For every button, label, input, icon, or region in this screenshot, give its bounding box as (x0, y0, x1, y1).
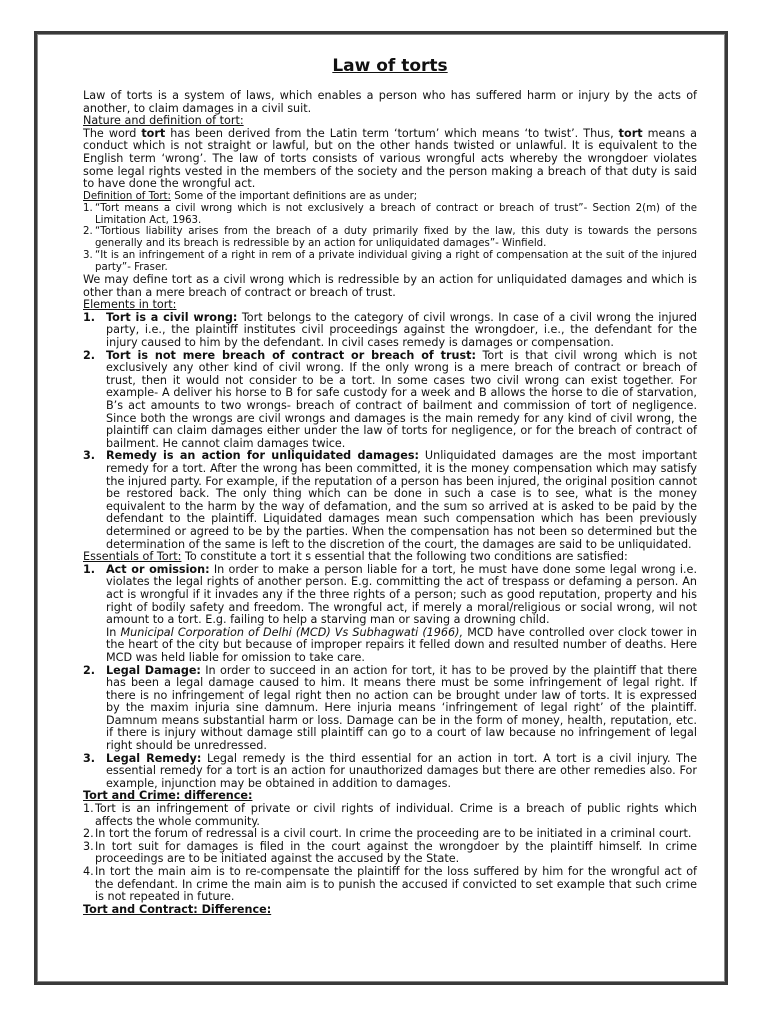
case-citation: Municipal Corporation of Delhi (MCD) Vs Subhagwati (1966), (120, 625, 464, 639)
tort-contract-heading: Tort and Contract: Difference: (83, 902, 272, 916)
definitions-list (83, 203, 697, 274)
list-item: 2. In tort the forum of redressal is a civil court. In crime the proceeding are to be initiated in a criminal court. (83, 827, 692, 841)
essentials-list (83, 564, 697, 791)
list-item: 2. Legal Damage: In order to succeed in an action for tort, it has to be proved by the plaintiff that there has been a legal damage caused to him. It means there must be some infringement of legal right. If there is no infringement of legal right then no action can be brought under law of torts. It is expressed by the maxim injuria sine damnum. Here injuria means ‘infringement of legal right’ of the plaintiff. Damnum means substantial harm or loss. Damage can be in the form of money, health, reputation, etc. if there is injury without damage still plaintiff can go to a court of law because no infringement of legal right should be unredressed. (83, 663, 697, 753)
tort-crime-list (83, 803, 697, 904)
document-body (83, 56, 697, 916)
list-item: 4. In tort the main aim is to re-compensate the plaintiff for the loss suffered by him for the wrongful act of the defendant. In crime the main aim is to punish the accused if convicted to set example that such crime is not repeated in future. (83, 865, 697, 904)
essentials-lead: Essentials of Tort: To constitute a tort it s essential that the following two conditions are satisfied: (83, 550, 628, 564)
list-item: 3. Legal Remedy: Legal remedy is the third essential for an action in tort. A tort is a civil injury. The essential remedy for a tort is an action for unauthorized damages but there are other remedies also. For example, injunction may be obtained in addition to damages. (83, 751, 697, 790)
definition-closing: We may define tort as a civil wrong which is redressible by an action for unliquidated damages and which is other than a mere breach of contract or breach of trust. (83, 273, 697, 299)
list-item: 1. Tort is an infringement of private or civil rights of individual. Crime is a breach of public rights which affects the whole community. (83, 802, 697, 828)
nature-paragraph: The word tort has been derived from the Latin term ‘tortum’ which means ‘to twist’. Thus, tort means a conduct which is not straight or lawful, but on the other hands twisted or unlawful. It is equivalent to the English term ‘wrong’. The law of torts consists of various wrongful acts whereby the wrongdoer violates some legal rights vested in the members of the society and the person making a breach of that duty is said to have done the wrongful act. (83, 126, 697, 191)
list-item: 3. In tort suit for damages is filed in the court against the wrongdoer by the plaintiff himself. In crime proceedings are to be initiated against the accused by the State. (83, 839, 697, 866)
tort-crime-heading: Tort and Crime: difference: (83, 789, 253, 803)
list-item: 1. Tort is a civil wrong: Tort belongs to the category of civil wrongs. In case of a civil wrong the injured party, i.e., the plaintiff institutes civil proceedings against the wrongdoer, i.e., the defendant for the injury caused to him by the defendant. In civil cases remedy is damages or compensation. (83, 310, 698, 350)
list-item: 3. Remedy is an action for unliquidated damages: Unliquidated damages are the most important remedy for a tort. After the wrong has been committed, it is the money compensation which may satisfy the injured party. For example, if the reputation of a person has been injured, the original position cannot be restored back. The only thing which can be done in such a case is to see, what is the money equivalent to the harm by the way of defamation, and the sum so arrived at is asked to be paid by the defendant to the plaintiff. Liquidated damages mean such compensation which has been previously determined or agreed to be by the parties. When the compensation has not been so determined but the determination of the same is left to the discretion of the court, the damages are said to be unliquidated. (83, 449, 697, 551)
list-item: 1. Act or omission: In order to make a person liable for a tort, he must have done some legal wrong i.e. violates the legal rights of another person. E.g. committing the act of trespass or defaming a person. An act is wrongful if it invades any if the three rights of a person; such as good reputation, property and his right of bodily safety and freedom. The wrongful act, if merely a moral/religious or social wrong, wil not amount to a tort. E.g. failing to help a starving man or saving a drowning child. In Municipal Corporation of Delhi (MCD) Vs Subhagwati (1966), MCD have controlled over clock tower in the heart of the city but because of improper repairs it felled down and resulted number of deaths. Here MCD was held liable for omission to take care. (83, 562, 697, 664)
list-item: 2. “Tortious liability arises from the breach of a duty primarily fixed by the law, this duty is towards the persons generally and its breach is redressible by an action for unliquidated damages”- Winfield. (83, 226, 697, 250)
list-item: 1. “Tort means a civil wrong which is not exclusively a breach of contract or breach of trust”- Section 2(m) of the Limitation Act, 1963. (83, 202, 697, 226)
page-title: Law of torts (332, 56, 448, 76)
page-frame (34, 31, 728, 985)
list-item: 2. Tort is not mere breach of contract or breach of trust: Tort is that civil wrong which is not exclusively any other kind of civil wrong. If the only wrong is a mere breach of contract or breach of trust, then it would not consider to be a tort. In some cases two civil wrong can exist together. For example- A deliver his horse to B for safe custody for a week and B allows the horse to die of starvation, B’s act amounts to two wrongs- breach of contract of bailment and commission of tort of negligence. Since both the wrongs are civil wrongs and damages is the main remedy for any kind of civil wrong, the plaintiff can claim damages either under the law of torts for negligence, or for the breach of contract of bailment. He cannot claim damages twice. (83, 348, 697, 450)
definitions-lead: Definition of Tort: Some of the important definitions are as under; (83, 190, 418, 202)
elements-list (83, 312, 697, 551)
list-item: 3. “It is an infringement of a right in rem of a private individual giving a right of compensation at the suit of the injured party”- Fraser. (83, 250, 697, 274)
intro-paragraph: Law of torts is a system of laws, which enables a person who has suffered harm or injury by the acts of another, to claim damages in a civil suit. (83, 89, 697, 115)
nature-heading: Nature and definition of tort: (83, 114, 244, 128)
elements-heading: Elements in tort: (83, 298, 177, 312)
